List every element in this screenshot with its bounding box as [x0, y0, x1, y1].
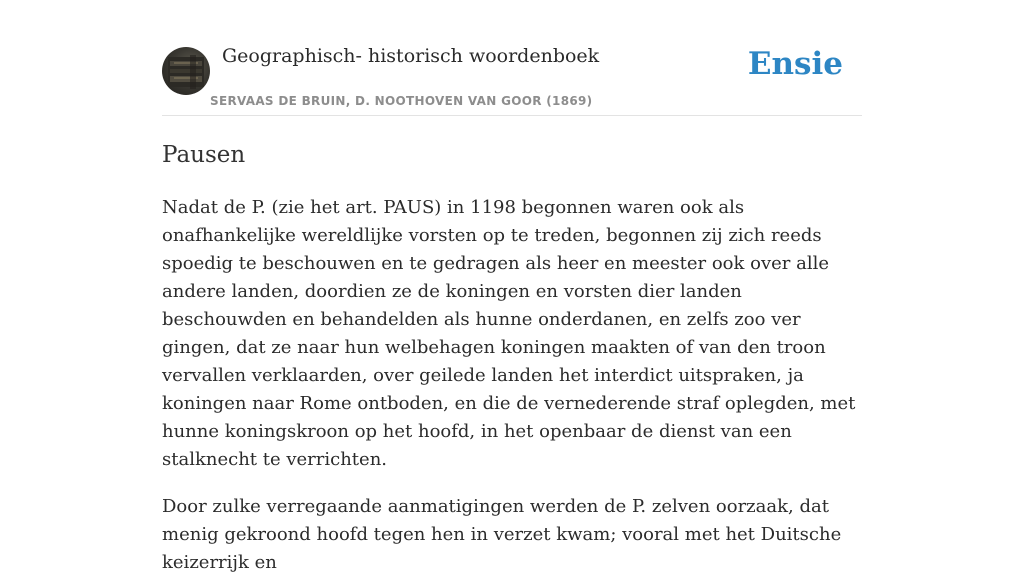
- ensie-logo[interactable]: Ensie: [747, 46, 843, 82]
- article-paragraph: Nadat de P. (zie het art. PAUS) in 1198 begonnen waren ook als onafhankelijke wereldlijke vorsten op te treden, begonnen zij zich reeds spoedig te beschouwen en te gedragen als heer en meester ook over alle andere landen, doordien ze de koningen en vorsten dier landen beschouwden en behandelden als hunne onderdanen, en zelfs zoo ver gingen, dat ze naar hun welbehagen koningen maakten of van den troon vervallen verklaarden, over geilede landen het interdict uitspraken, ja koningen naar Rome ontboden, en die de vernederende straf oplegden, met hunne koningskroon op het hoofd, in het openbaar de dienst van een stalknecht te verrichten.: [162, 197, 856, 470]
- book-author: SERVAAS DE BRUIN, D. NOOTHOVEN VAN GOOR (1869): [210, 94, 593, 108]
- book-cover-icon[interactable]: [162, 47, 210, 95]
- article-paragraph: Door zulke verregaande aanmatigingen werden de P. zelven oorzaak, dat menig gekroond hoofd tegen hen in verzet kwam; vooral met het Duitsche keizerrijk en: [162, 496, 842, 573]
- book-cover-image: [162, 47, 210, 95]
- header: [162, 0, 862, 116]
- book-title[interactable]: Geographisch- historisch woordenboek: [222, 45, 600, 67]
- entry-title: Pausen: [162, 142, 246, 168]
- content-container: [162, 0, 862, 577]
